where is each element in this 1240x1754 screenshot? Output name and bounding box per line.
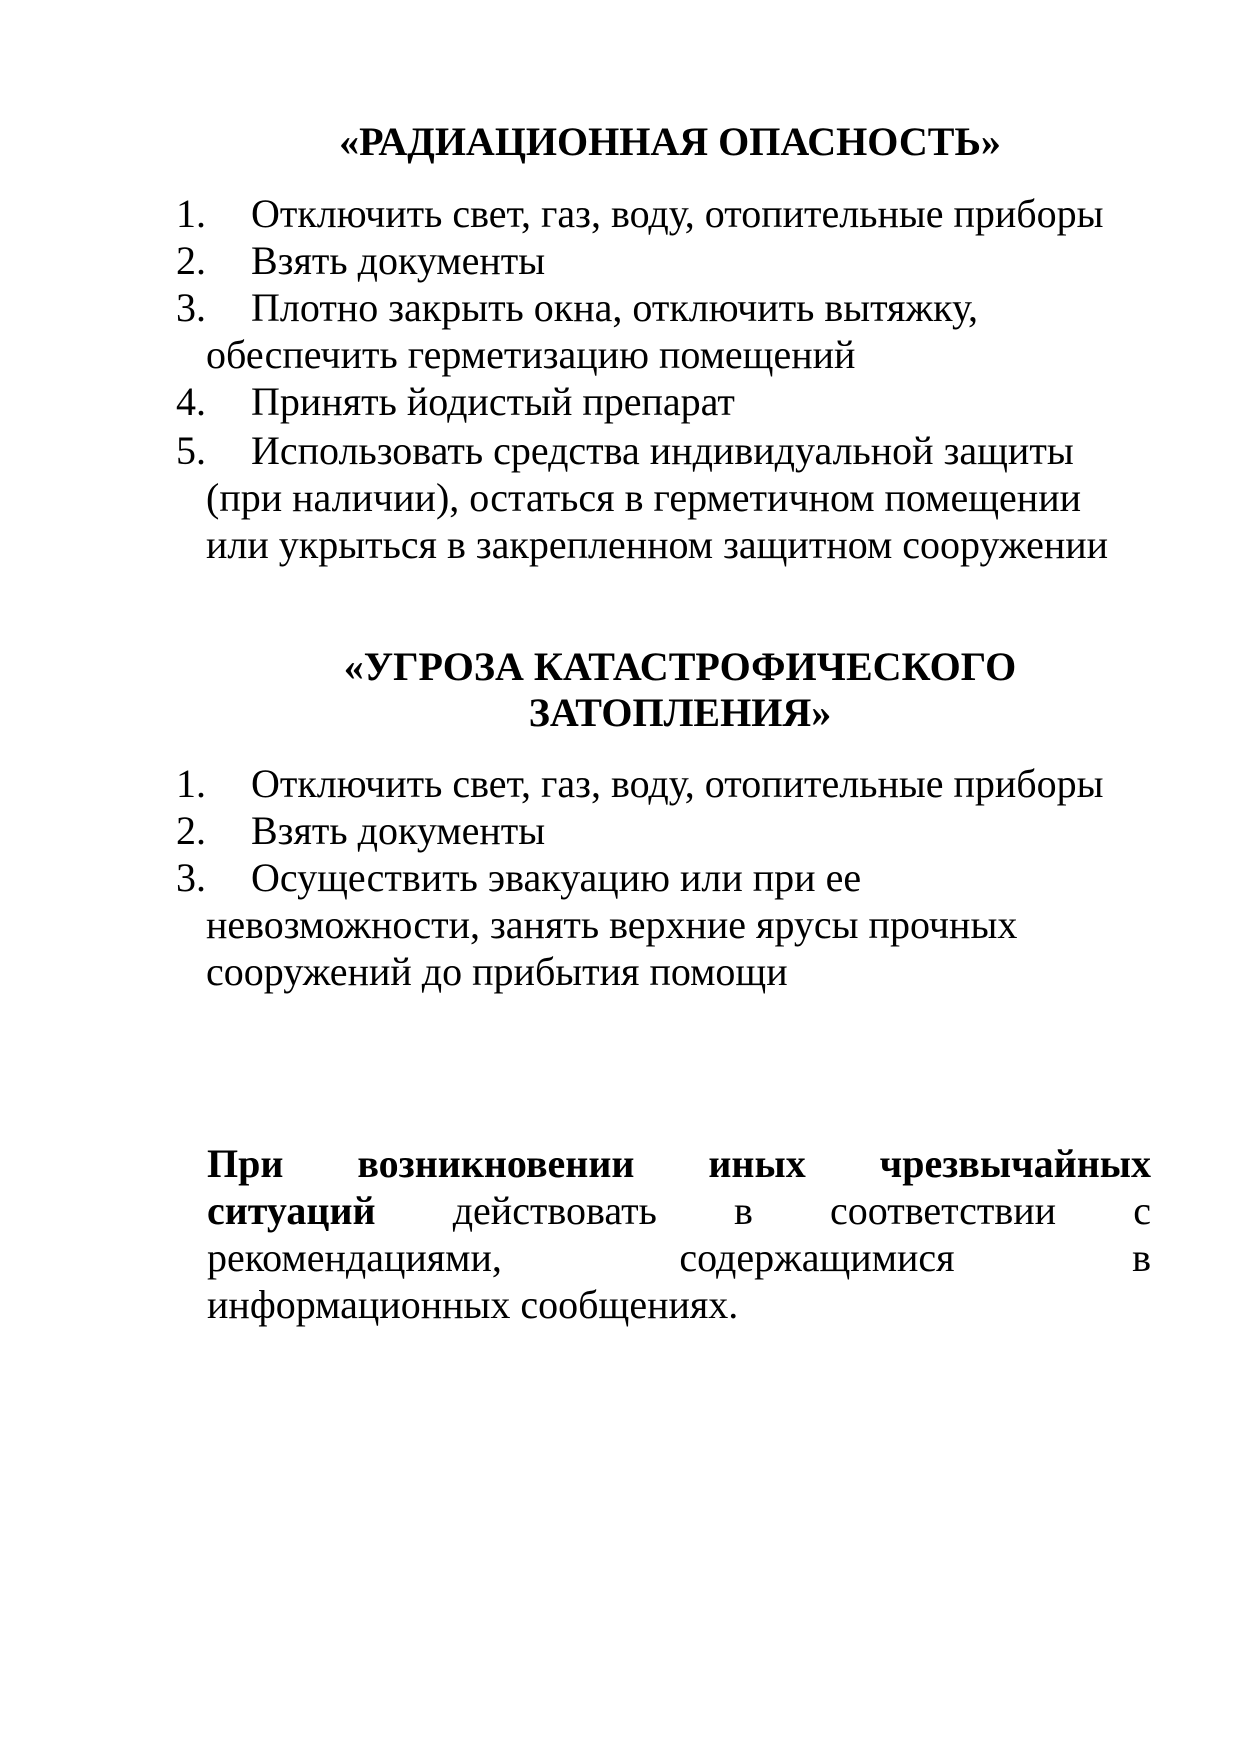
final-note-word: с [1133,1188,1151,1233]
item-number: 4. [176,379,206,424]
item-number: 5. [176,428,206,473]
item-text: Отключить свет, газ, воду, отопительные приборы [251,191,1104,236]
item-text: Взять документы [251,808,546,853]
final-note-word: в [1132,1235,1151,1280]
item-text-continued: обеспечить герметизацию помещений [206,332,856,377]
final-note-word: ситуаций [207,1188,376,1233]
final-note-line [207,1140,1151,1187]
item-text: Принять йодистый препарат [251,379,735,424]
item-text: Использовать средства индивидуальной защиты [251,428,1074,473]
final-note-word: действовать [452,1188,657,1233]
final-note-word: возникновении [357,1141,635,1186]
final-note-word: иных [708,1141,806,1186]
final-note-word: При [207,1141,284,1186]
final-note-word: рекомендациями, [207,1235,502,1280]
final-note-line [207,1234,1151,1281]
final-note-line [207,1281,1151,1328]
item-text: Взять документы [251,238,546,283]
item-text-continued: или укрыться в закрепленном защитном сооружении [206,522,1109,567]
section-title-flood-line1: «УГРОЗА КАТАСТРОФИЧЕСКОГО [343,644,1017,689]
final-note-word: соответствии [830,1188,1057,1233]
item-number: 3. [176,855,206,900]
final-note-word: в [734,1188,753,1233]
item-number: 2. [176,238,206,283]
item-number: 1. [176,761,206,806]
final-note-word: чрезвычайных [879,1141,1151,1186]
item-text-continued: невозможности, занять верхние ярусы прочных [206,902,1018,947]
final-note-word: содержащимися [679,1235,955,1280]
section-title-flood-line2: ЗАТОПЛЕНИЯ» [528,690,832,735]
item-text: Плотно закрыть окна, отключить вытяжку, [251,285,978,330]
item-text-continued: сооружений до прибытия помощи [206,949,788,994]
item-text: Осуществить эвакуацию или при ее [251,855,862,900]
final-note-word: информационных сообщениях. [207,1282,739,1327]
item-text: Отключить свет, газ, воду, отопительные приборы [251,761,1104,806]
item-number: 3. [176,285,206,330]
final-note [207,1140,1151,1328]
item-number: 1. [176,191,206,236]
item-number: 2. [176,808,206,853]
section-title-radiation: «РАДИАЦИОННАЯ ОПАСНОСТЬ» [339,119,1001,164]
final-note-line [207,1187,1151,1234]
item-text-continued: (при наличии), остаться в герметичном помещении [206,475,1081,520]
